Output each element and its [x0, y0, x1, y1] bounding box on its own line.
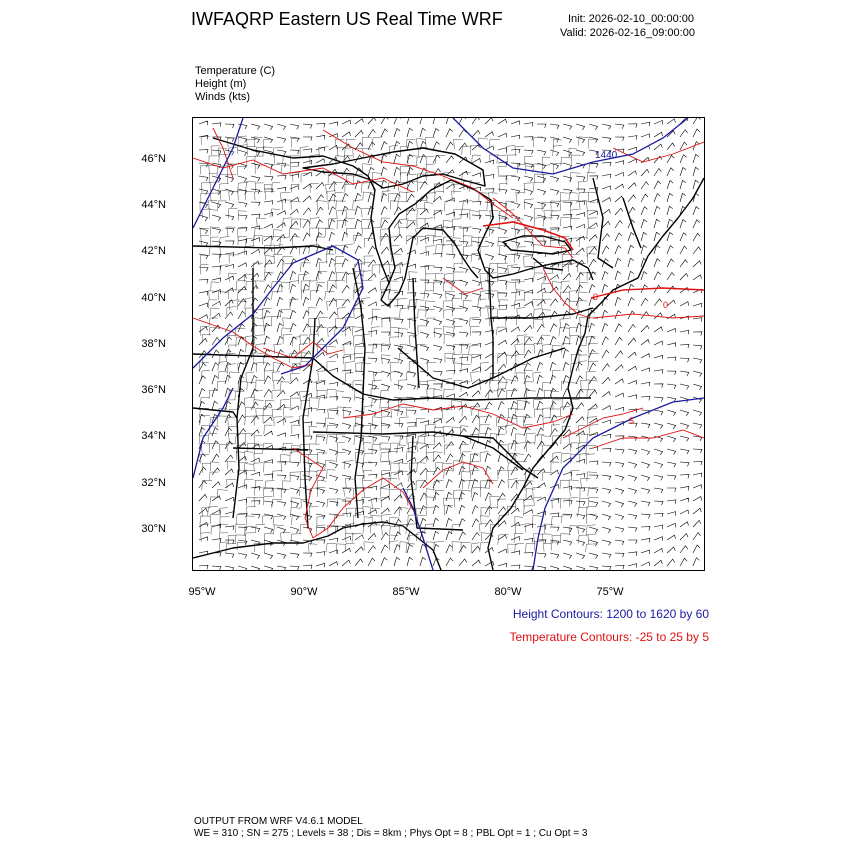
lat-label: 46°N	[141, 153, 166, 165]
gulf-coast	[193, 522, 441, 570]
lat-label: 36°N	[141, 384, 166, 396]
state-line-a	[193, 246, 333, 250]
wind-barbs	[199, 118, 702, 570]
lon-label: 80°W	[494, 586, 522, 598]
valid-time: Valid: 2026-02-16_09:00:00	[560, 27, 695, 39]
temperature-contours	[193, 128, 704, 538]
state-line-d	[233, 268, 253, 518]
temp-label: 5	[629, 416, 635, 426]
county-grid	[199, 136, 599, 554]
field-height: Height (m)	[195, 78, 247, 90]
lat-label: 34°N	[141, 430, 166, 442]
state-line-q	[623, 198, 641, 248]
map-title: IWFAQRP Eastern US Real Time WRF	[191, 9, 503, 29]
county-boundaries	[199, 136, 599, 554]
lon-label: 75°W	[596, 586, 624, 598]
temp-label: 0	[593, 292, 599, 302]
lat-label: 40°N	[141, 292, 166, 304]
state-line-n	[398, 348, 565, 388]
lat-label: 38°N	[141, 338, 166, 350]
temperature-contours-legend: Temperature Contours: -25 to 25 by 5	[509, 630, 709, 644]
lon-label: 85°W	[392, 586, 420, 598]
weather-map	[193, 118, 704, 570]
wind-barb-field	[199, 118, 702, 570]
lon-label: 90°W	[290, 586, 318, 598]
lat-label: 42°N	[141, 245, 166, 257]
height-contour-label: 1440	[595, 150, 618, 161]
lon-label: 95°W	[188, 586, 216, 598]
model-config: WE = 310 ; SN = 275 ; Levels = 38 ; Dis = 8km ; Phys Opt = 8 ; PBL Opt = 1 ; Cu Opt = 3	[194, 828, 588, 839]
temp-label: 0	[663, 300, 669, 310]
height-contours	[193, 118, 704, 570]
field-winds: Winds (kts)	[195, 91, 250, 103]
height-contours-legend: Height Contours: 1200 to 1620 by 60	[512, 607, 709, 621]
lat-label: 30°N	[141, 523, 166, 535]
lat-label: 32°N	[141, 477, 166, 489]
model-info: OUTPUT FROM WRF V4.6.1 MODEL	[194, 816, 363, 827]
init-time: Init: 2026-02-10_00:00:00	[568, 13, 694, 25]
lat-label: 44°N	[141, 199, 166, 211]
field-temperature: Temperature (C)	[195, 65, 276, 77]
state-line-m	[233, 448, 308, 450]
map-panel	[192, 117, 705, 571]
